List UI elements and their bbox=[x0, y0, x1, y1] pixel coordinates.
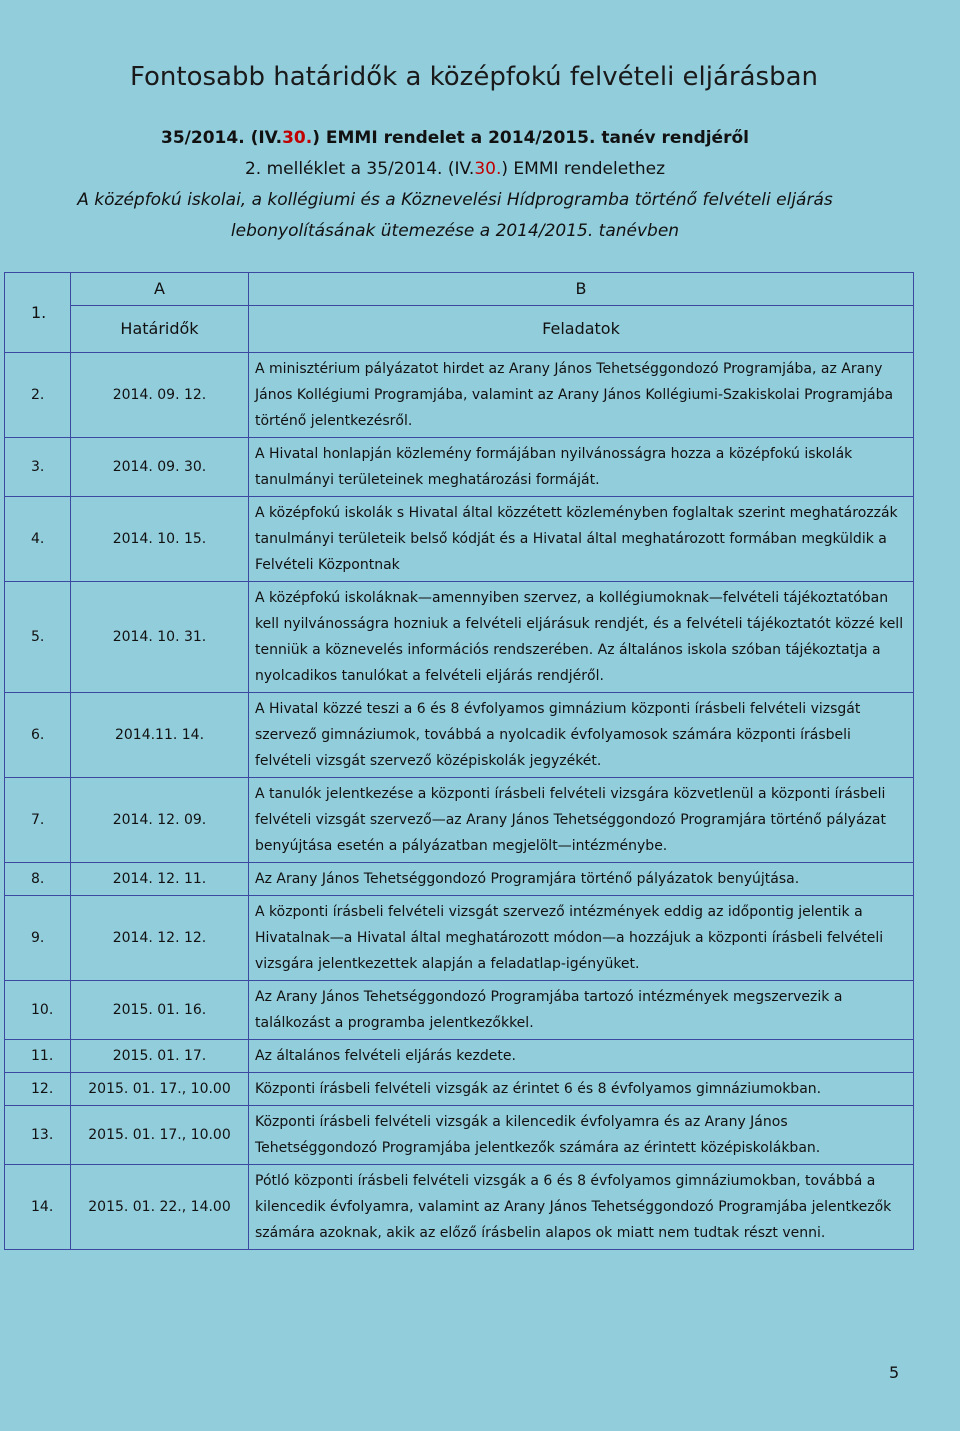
row-deadline: 2014. 12. 09. bbox=[71, 778, 249, 863]
page-number: 5 bbox=[889, 1363, 900, 1382]
row-number: 2. bbox=[5, 353, 71, 438]
row-number: 7. bbox=[5, 778, 71, 863]
row-number: 14. bbox=[5, 1165, 71, 1250]
subtitle-annex: 2. melléklet a 35/2014. (IV.30.) EMMI rendelethez bbox=[244, 159, 666, 179]
table-row bbox=[5, 353, 914, 438]
row-task: A középfokú iskoláknak—amennyiben szervez, a kollégiumoknak—felvételi tájékoztatóban kell nyilvánosságra hozniuk a felvételi eljárásuk rendjét, és a felvételi tájékoztatót közzé kell tenniük a köznevelés információs rendszerében. Az általános iskola szóban tájékoztatja a nyolcadikos tanulókat a felvételi eljárás rendjéről. bbox=[249, 582, 914, 693]
row-deadline: 2014. 12. 11. bbox=[71, 863, 249, 896]
row-task: Pótló központi írásbeli felvételi vizsgák a 6 és 8 évfolyamos gimnáziumokban, továbbá a kilencedik évfolyamra, valamint az Arany János Tehetséggondozó Programjába jelentkezők számára azoknak, akik az előző írásbelin alapos ok miatt nem tudtak részt venni. bbox=[249, 1165, 914, 1250]
row-number: 9. bbox=[5, 896, 71, 981]
table-row bbox=[5, 582, 914, 693]
table-header-letters bbox=[5, 273, 914, 306]
table-row bbox=[5, 896, 914, 981]
row-task: Az Arany János Tehetséggondozó Programjára történő pályázatok benyújtása. bbox=[249, 863, 914, 896]
row-deadline: 2014. 10. 31. bbox=[71, 582, 249, 693]
row-deadline: 2014. 12. 12. bbox=[71, 896, 249, 981]
row-number: 6. bbox=[5, 693, 71, 778]
table-row bbox=[5, 981, 914, 1040]
column-b-header: Feladatok bbox=[249, 306, 914, 353]
row-task: A középfokú iskolák s Hivatal által közzétett közleményben foglaltak szerint meghatározzák tanulmányi területeik belső kódját és a Hivatal által meghatározott formában megküldik a Felvételi Központnak bbox=[249, 497, 914, 582]
row-task: Az Arany János Tehetséggondozó Programjába tartozó intézmények megszervezik a találkozást a programba jelentkezőkkel. bbox=[249, 981, 914, 1040]
row-task: Az általános felvételi eljárás kezdete. bbox=[249, 1040, 914, 1073]
table-row bbox=[5, 1073, 914, 1106]
header-row-number: 1. bbox=[5, 273, 71, 353]
page-title: Fontosabb határidők a középfokú felvételi eljárásban bbox=[130, 62, 819, 92]
column-a-letter: A bbox=[71, 273, 249, 306]
row-task: Központi írásbeli felvételi vizsgák a kilencedik évfolyamra és az Arany János Tehetséggondozó Programjába jelentkezők számára az érintett középiskolákban. bbox=[249, 1106, 914, 1165]
row-deadline: 2015. 01. 17. bbox=[71, 1040, 249, 1073]
table-row bbox=[5, 778, 914, 863]
table-row bbox=[5, 1040, 914, 1073]
row-task: A tanulók jelentkezése a központi írásbeli felvételi vizsgára közvetlenül a központi írásbeli felvételi vizsgát szervező—az Arany János Tehetséggondozó Programjára történő pályázat benyújtása esetén a pályázatban megjelölt—intézménybe. bbox=[249, 778, 914, 863]
table-row bbox=[5, 863, 914, 896]
row-deadline: 2015. 01. 17., 10.00 bbox=[71, 1106, 249, 1165]
subtitle-decree: 35/2014. (IV.30.) EMMI rendelet a 2014/2015. tanév rendjéről bbox=[161, 128, 749, 148]
table-row bbox=[5, 1165, 914, 1250]
column-b-letter: B bbox=[249, 273, 914, 306]
table-row bbox=[5, 1106, 914, 1165]
row-number: 3. bbox=[5, 438, 71, 497]
row-deadline: 2014. 09. 12. bbox=[71, 353, 249, 438]
row-deadline: 2014. 09. 30. bbox=[71, 438, 249, 497]
row-deadline: 2015. 01. 22., 14.00 bbox=[71, 1165, 249, 1250]
row-deadline: 2015. 01. 17., 10.00 bbox=[71, 1073, 249, 1106]
deadlines-table bbox=[4, 272, 914, 1250]
row-number: 12. bbox=[5, 1073, 71, 1106]
column-a-header: Határidők bbox=[71, 306, 249, 353]
row-task: Központi írásbeli felvételi vizsgák az érintet 6 és 8 évfolyamos gimnáziumokban. bbox=[249, 1073, 914, 1106]
row-task: A minisztérium pályázatot hirdet az Arany János Tehetséggondozó Programjába, az Arany János Kollégiumi Programjába, valamint az Arany János Kollégiumi-Szakiskolai Programjába történő jelentkezésről. bbox=[249, 353, 914, 438]
row-number: 5. bbox=[5, 582, 71, 693]
row-task: A Hivatal közzé teszi a 6 és 8 évfolyamos gimnázium központi írásbeli felvételi vizsgát szervező gimnáziumok, továbbá a nyolcadik évfolyamosok számára központi írásbeli felvételi vizsgát szervező középiskolák jegyzékét. bbox=[249, 693, 914, 778]
table-row bbox=[5, 693, 914, 778]
subtitle-description: A középfokú iskolai, a kollégiumi és a Köznevelési Hídprogramba történő felvételi eljárás bbox=[77, 190, 833, 210]
subtitle-description-2: lebonyolításának ütemezése a 2014/2015. tanévben bbox=[230, 221, 680, 241]
row-number: 8. bbox=[5, 863, 71, 896]
row-number: 11. bbox=[5, 1040, 71, 1073]
row-number: 10. bbox=[5, 981, 71, 1040]
table-row bbox=[5, 497, 914, 582]
row-task: A központi írásbeli felvételi vizsgát szervező intézmények eddig az időpontig jelentik a Hivatalnak—a Hivatal által meghatározott módon—a hozzájuk a központi írásbeli felvételi vizsgára jelentkezettek alapján a feladatlap-igényüket. bbox=[249, 896, 914, 981]
row-deadline: 2015. 01. 16. bbox=[71, 981, 249, 1040]
table-row bbox=[5, 438, 914, 497]
table-header-names bbox=[5, 306, 914, 353]
row-task: A Hivatal honlapján közlemény formájában nyilvánosságra hozza a középfokú iskolák tanulmányi területeinek meghatározási formáját. bbox=[249, 438, 914, 497]
row-number: 13. bbox=[5, 1106, 71, 1165]
row-deadline: 2014.11. 14. bbox=[71, 693, 249, 778]
row-number: 4. bbox=[5, 497, 71, 582]
row-deadline: 2014. 10. 15. bbox=[71, 497, 249, 582]
